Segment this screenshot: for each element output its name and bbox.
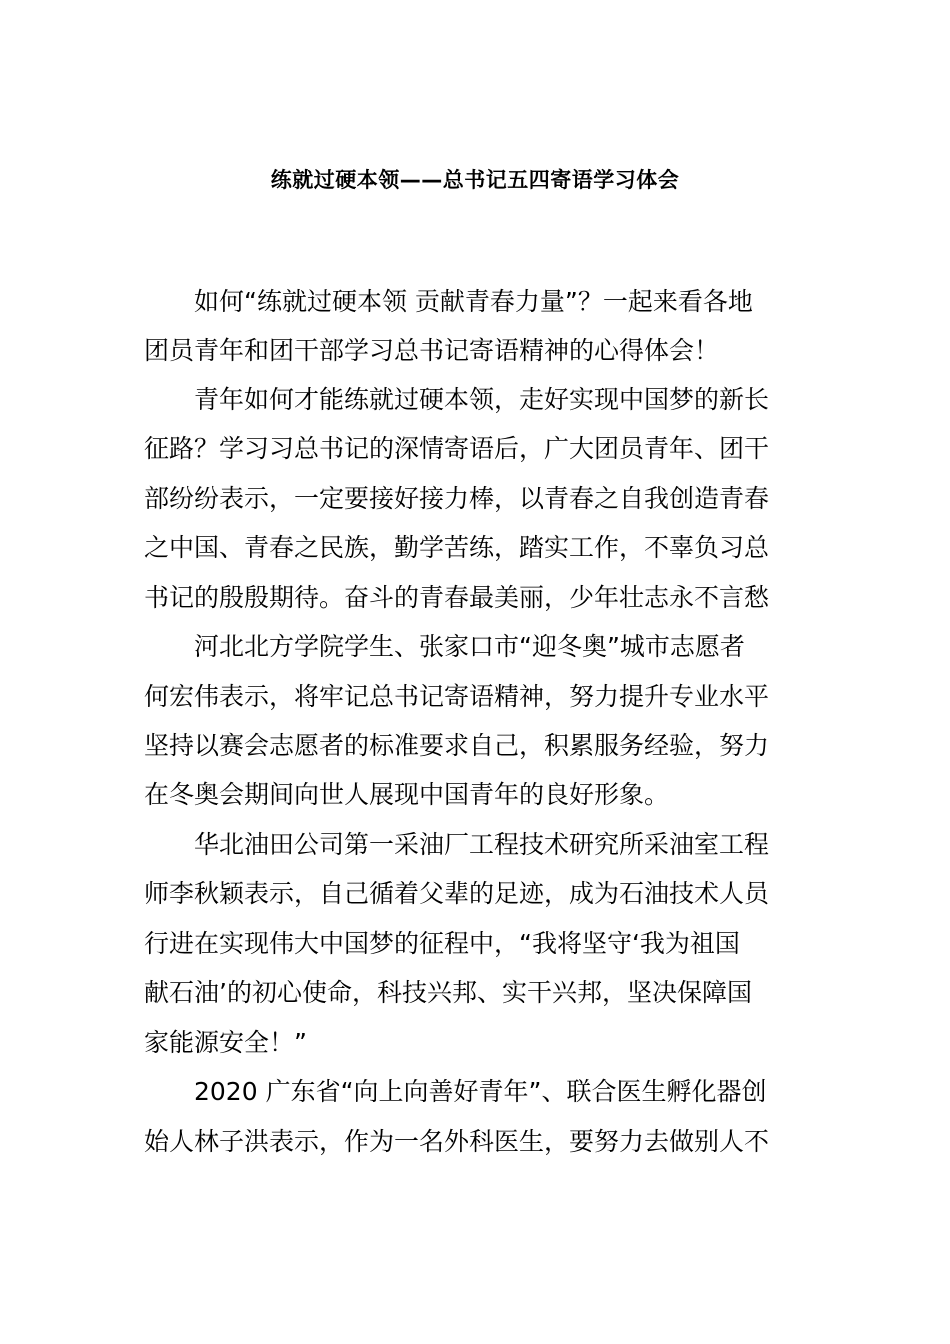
paragraph-line: 之中国、青春之民族，勤学苦练，踏实工作，不辜负习总 — [144, 533, 770, 562]
paragraph-line: 2020 广东省“向上向善好青年”、联合医生孵化器创 — [194, 1077, 767, 1106]
paragraph-line: 征路？学习习总书记的深情寄语后，广大团员青年、团干 — [144, 434, 770, 463]
paragraph-line: 行进在实现伟大中国梦的征程中，“我将坚守‘我为祖国 — [144, 929, 740, 958]
paragraph-line: 部纷纷表示，一定要接好接力棒，以青春之自我创造青春 — [144, 484, 770, 513]
paragraph-line: 如何“练就过硬本领 贡献青春力量”？一起来看各地 — [194, 287, 753, 316]
paragraph-line: 何宏伟表示，将牢记总书记寄语精神，努力提升专业水平 — [144, 682, 770, 711]
paragraph-line: 始人林子洪表示，作为一名外科医生，要努力去做别人不 — [144, 1127, 770, 1156]
paragraph-line: 书记的殷殷期待。奋斗的青春最美丽，少年壮志永不言愁 — [144, 583, 770, 612]
paragraph-line: 师李秋颖表示，自己循着父辈的足迹，成为石油技术人员 — [144, 879, 770, 908]
paragraph-line: 在冬奥会期间向世人展现中国青年的良好形象。 — [144, 780, 670, 809]
paragraph-line: 河北北方学院学生、张家口市“迎冬奥”城市志愿者 — [194, 632, 745, 661]
paragraph-line: 青年如何才能练就过硬本领，走好实现中国梦的新长 — [194, 385, 770, 414]
paragraph-line: 献石油’的初心使命，科技兴邦、实干兴邦，坚决保障国 — [144, 978, 752, 1007]
paragraph-line: 团员青年和团干部学习总书记寄语精神的心得体会！ — [144, 336, 720, 365]
paragraph-line: 坚持以赛会志愿者的标准要求自己，积累服务经验，努力 — [144, 731, 770, 760]
document-title: 练就过硬本领——总书记五四寄语学习体会 — [270, 168, 680, 192]
paragraph-line: 家能源安全！” — [144, 1028, 307, 1057]
paragraph-line: 华北油田公司第一采油厂工程技术研究所采油室工程 — [194, 830, 770, 859]
